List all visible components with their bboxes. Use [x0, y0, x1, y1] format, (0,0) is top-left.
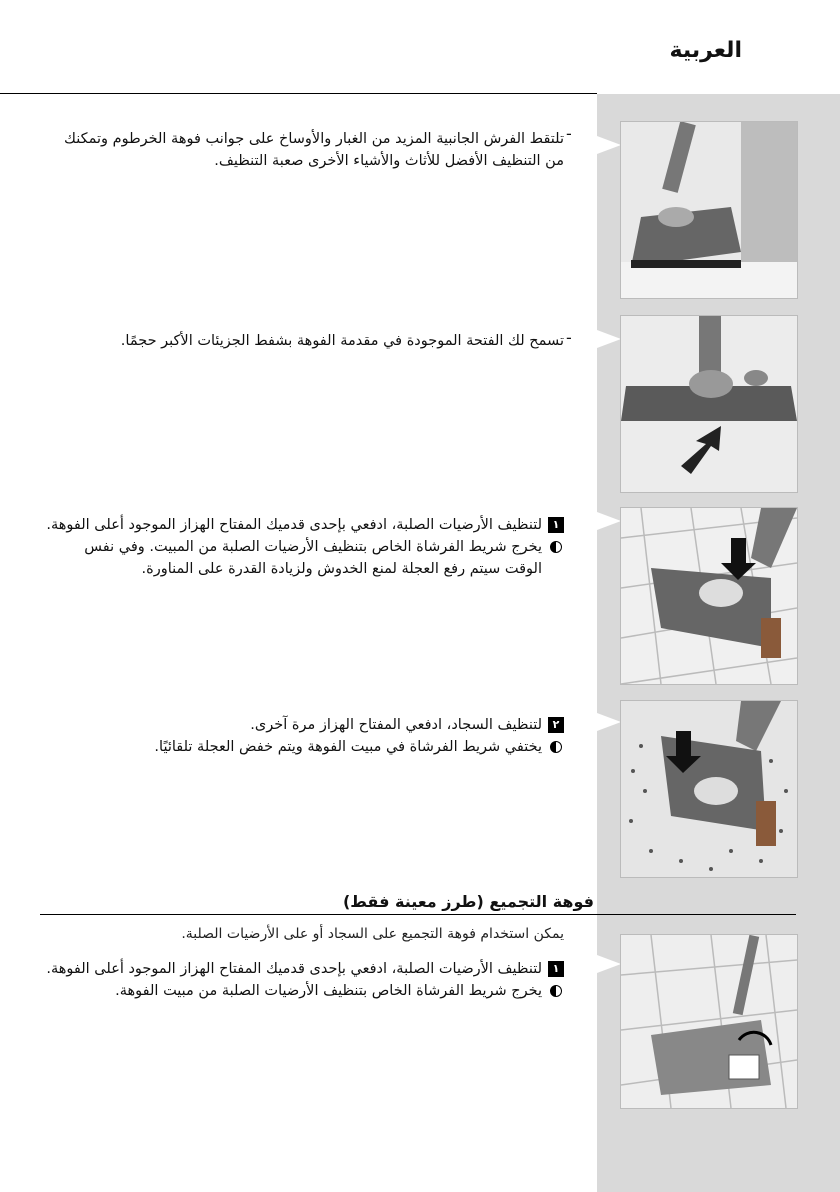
step-result-text: يختفي شريط الفرشاة في مبيت الفوهة ويتم خفض العجلة تلقائيًا. — [154, 739, 542, 755]
carpet-switch-image — [620, 700, 798, 878]
result-bullet-icon — [550, 741, 562, 753]
section-rule — [40, 914, 796, 915]
page-language-title: العربية — [669, 38, 742, 63]
step-hard-floor — [44, 514, 564, 580]
nozzle-front-opening-image — [620, 315, 798, 493]
pointer-arrow — [597, 512, 621, 530]
step-combination-nozzle — [44, 958, 564, 1002]
step-result-text: يخرج شريط الفرشاة الخاص بتنظيف الأرضيات الصلبة من المبيت. وفي نفس الوقت سيتم رفع العجلة لمنع الخدوش ولزيادة القدرة على المناورة. — [84, 539, 542, 577]
side-brushes-text: تلتقط الفرش الجانبية المزيد من الغبار والأوساخ على جوانب فوهة الخرطوم وتمكنك من التنظيف الأفضل للأثاث والأشياء الأخرى صعبة التنظيف. — [63, 131, 564, 169]
combination-nozzle-image — [620, 934, 798, 1109]
step-carpet — [44, 714, 564, 758]
list-dash: - — [566, 124, 572, 143]
nozzle-side-brushes-image — [620, 121, 798, 299]
pointer-arrow — [597, 330, 621, 348]
step-number: ١ — [548, 961, 564, 977]
hard-floor-switch-image — [620, 507, 798, 685]
pointer-arrow — [597, 955, 621, 973]
section-heading: فوهة التجميع (طرز معينة فقط) — [342, 892, 594, 911]
step-result-text: يخرج شريط الفرشاة الخاص بتنظيف الأرضيات الصلبة من مبيت الفوهة. — [115, 983, 542, 999]
pointer-arrow — [597, 136, 621, 154]
step-text: لتنظيف السجاد، ادفعي المفتاح الهزاز مرة آخرى. — [250, 717, 542, 733]
pointer-arrow — [597, 713, 621, 731]
list-dash: - — [566, 328, 572, 347]
front-opening-text: تسمح لك الفتحة الموجودة في مقدمة الفوهة بشفط الجزيئات الأكبر حجمًا. — [120, 333, 564, 349]
result-bullet-icon — [550, 541, 562, 553]
step-number: ٢ — [548, 717, 564, 733]
step-text: لتنظيف الأرضيات الصلبة، ادفعي بإحدى قدميك المفتاح الهزاز الموجود أعلى الفوهة. — [46, 961, 542, 977]
step-text: لتنظيف الأرضيات الصلبة، ادفعي بإحدى قدميك المفتاح الهزاز الموجود أعلى الفوهة. — [46, 517, 542, 533]
header-rule — [0, 93, 597, 94]
result-bullet-icon — [550, 985, 562, 997]
section-intro: يمكن استخدام فوهة التجميع على السجاد أو على الأرضيات الصلبة. — [181, 926, 564, 942]
step-number: ١ — [548, 517, 564, 533]
